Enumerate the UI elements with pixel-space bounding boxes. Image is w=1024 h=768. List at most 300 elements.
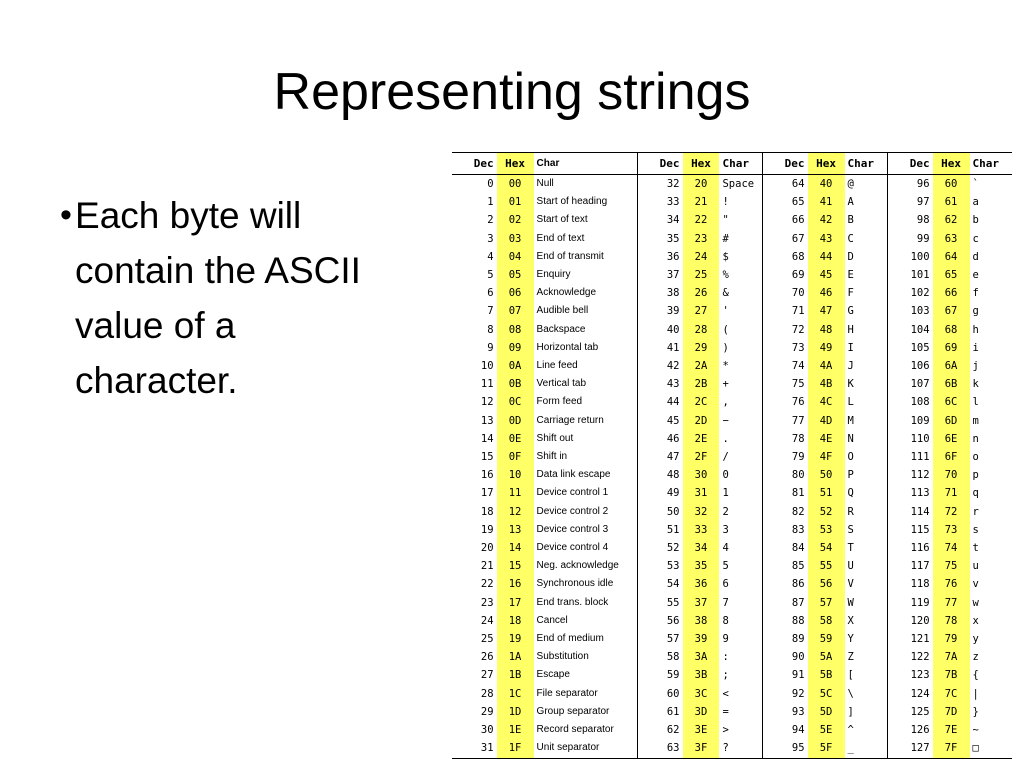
char-cell: W bbox=[845, 594, 888, 612]
char-cell: Null bbox=[534, 175, 638, 194]
char-cell: Group separator bbox=[534, 703, 638, 721]
hex-cell: 34 bbox=[683, 539, 720, 557]
char-cell: Escape bbox=[534, 666, 638, 684]
hex-cell: 45 bbox=[808, 266, 845, 284]
hex-cell: 55 bbox=[808, 557, 845, 575]
dec-cell: 8 bbox=[487, 323, 494, 336]
table-row bbox=[452, 575, 1012, 593]
dec-cell: 64 bbox=[791, 178, 805, 190]
header-dec-3: Dec bbox=[762, 153, 807, 175]
hex-cell: 4E bbox=[808, 430, 845, 448]
hex-cell: 2B bbox=[683, 375, 720, 393]
char-cell: ` bbox=[972, 178, 979, 190]
table-row bbox=[452, 193, 1012, 211]
char-cell: n bbox=[972, 432, 979, 445]
hex-cell: 52 bbox=[808, 503, 845, 521]
hex-cell: 74 bbox=[933, 539, 970, 557]
char-cell: 0 bbox=[719, 466, 762, 484]
char-cell: x bbox=[972, 614, 979, 627]
char-cell: " bbox=[719, 211, 762, 229]
hex-cell: 65 bbox=[933, 266, 970, 284]
dec-cell: 65 bbox=[791, 196, 805, 209]
hex-cell: 12 bbox=[497, 503, 534, 521]
hex-cell: 17 bbox=[497, 594, 534, 612]
char-cell: [ bbox=[845, 666, 888, 684]
hex-cell: 2F bbox=[683, 448, 720, 466]
char-cell: 3 bbox=[719, 521, 762, 539]
dec-cell: 126 bbox=[910, 724, 930, 737]
dec-cell: 108 bbox=[910, 396, 930, 409]
dec-cell: 121 bbox=[910, 633, 930, 646]
hex-cell: 41 bbox=[808, 193, 845, 211]
dec-cell: 1 bbox=[487, 196, 494, 209]
hex-cell: 0D bbox=[497, 412, 534, 430]
char-cell: o bbox=[972, 451, 979, 464]
char-cell: u bbox=[972, 560, 979, 573]
dec-cell: 106 bbox=[910, 360, 930, 373]
hex-cell: 30 bbox=[683, 466, 720, 484]
hex-cell: 1B bbox=[497, 666, 534, 684]
char-cell: End of transmit bbox=[534, 248, 638, 266]
char-cell: Cancel bbox=[534, 612, 638, 630]
dec-cell: 109 bbox=[910, 414, 930, 427]
dec-cell: 56 bbox=[666, 614, 680, 627]
hex-cell: 07 bbox=[497, 302, 534, 320]
hex-cell: 7D bbox=[933, 703, 970, 721]
char-cell: ^ bbox=[845, 721, 888, 739]
hex-cell: 2C bbox=[683, 393, 720, 411]
char-cell: Substitution bbox=[534, 648, 638, 666]
dec-cell: 73 bbox=[791, 341, 805, 354]
char-cell: > bbox=[719, 721, 762, 739]
char-cell: Device control 2 bbox=[534, 503, 638, 521]
char-cell: 6 bbox=[719, 575, 762, 593]
hex-cell: 24 bbox=[683, 248, 720, 266]
dec-cell: 71 bbox=[791, 305, 805, 318]
dec-cell: 70 bbox=[791, 287, 805, 300]
dec-cell: 20 bbox=[480, 542, 494, 555]
dec-cell: 67 bbox=[791, 232, 805, 245]
dec-cell: 83 bbox=[791, 523, 805, 536]
char-cell: R bbox=[845, 503, 888, 521]
dec-cell: 14 bbox=[480, 432, 494, 445]
char-cell: U bbox=[845, 557, 888, 575]
hex-cell: 13 bbox=[497, 521, 534, 539]
hex-cell: 5D bbox=[808, 703, 845, 721]
hex-cell: 76 bbox=[933, 575, 970, 593]
dec-cell: 4 bbox=[487, 250, 494, 263]
hex-cell: 71 bbox=[933, 484, 970, 502]
hex-cell: 61 bbox=[933, 193, 970, 211]
hex-cell: 0F bbox=[497, 448, 534, 466]
char-cell: Unit separator bbox=[534, 739, 638, 758]
char-cell: m bbox=[972, 414, 979, 427]
ascii-table-container bbox=[452, 152, 1012, 759]
char-cell: T bbox=[845, 539, 888, 557]
dec-cell: 94 bbox=[791, 724, 805, 737]
char-cell: Line feed bbox=[534, 357, 638, 375]
bullet-item bbox=[60, 188, 400, 408]
hex-cell: 58 bbox=[808, 612, 845, 630]
dec-cell: 44 bbox=[666, 396, 680, 409]
dec-cell: 19 bbox=[480, 523, 494, 536]
char-cell: □ bbox=[972, 742, 979, 755]
char-cell: w bbox=[972, 596, 979, 609]
ascii-table-header-row bbox=[452, 153, 1012, 175]
table-row bbox=[452, 739, 1012, 758]
char-cell: B bbox=[845, 211, 888, 229]
dec-cell: 11 bbox=[480, 378, 494, 391]
dec-cell: 39 bbox=[666, 305, 680, 318]
char-cell: Data link escape bbox=[534, 466, 638, 484]
hex-cell: 33 bbox=[683, 521, 720, 539]
dec-cell: 86 bbox=[791, 578, 805, 591]
hex-cell: 40 bbox=[808, 175, 845, 194]
hex-cell: 50 bbox=[808, 466, 845, 484]
dec-cell: 115 bbox=[910, 523, 930, 536]
hex-cell: 6A bbox=[933, 357, 970, 375]
hex-cell: 72 bbox=[933, 503, 970, 521]
dec-cell: 118 bbox=[910, 578, 930, 591]
dec-cell: 122 bbox=[910, 651, 930, 664]
char-cell: End of text bbox=[534, 230, 638, 248]
char-cell: { bbox=[972, 669, 979, 682]
dec-cell: 72 bbox=[791, 323, 805, 336]
char-cell: Audible bell bbox=[534, 302, 638, 320]
char-cell: h bbox=[972, 323, 979, 336]
header-hex-2: Hex bbox=[683, 153, 720, 175]
dec-cell: 18 bbox=[480, 505, 494, 518]
hex-cell: 77 bbox=[933, 594, 970, 612]
char-cell: p bbox=[972, 469, 979, 482]
dec-cell: 12 bbox=[480, 396, 494, 409]
hex-cell: 7B bbox=[933, 666, 970, 684]
dec-cell: 34 bbox=[666, 214, 680, 227]
char-cell: K bbox=[845, 375, 888, 393]
table-row bbox=[452, 703, 1012, 721]
hex-cell: 4C bbox=[808, 393, 845, 411]
dec-cell: 49 bbox=[666, 487, 680, 500]
dec-cell: 2 bbox=[487, 214, 494, 227]
hex-cell: 70 bbox=[933, 466, 970, 484]
dec-cell: 61 bbox=[666, 705, 680, 718]
dec-cell: 96 bbox=[916, 178, 930, 190]
char-cell: z bbox=[972, 651, 979, 664]
char-cell: ? bbox=[719, 739, 762, 758]
dec-cell: 22 bbox=[480, 578, 494, 591]
dec-cell: 69 bbox=[791, 269, 805, 282]
hex-cell: 2A bbox=[683, 357, 720, 375]
char-cell: X bbox=[845, 612, 888, 630]
hex-cell: 27 bbox=[683, 302, 720, 320]
hex-cell: 3C bbox=[683, 685, 720, 703]
hex-cell: 00 bbox=[497, 175, 534, 194]
hex-cell: 26 bbox=[683, 284, 720, 302]
char-cell: Neg. acknowledge bbox=[534, 557, 638, 575]
hex-cell: 23 bbox=[683, 230, 720, 248]
char-cell: L bbox=[845, 393, 888, 411]
dec-cell: 107 bbox=[910, 378, 930, 391]
char-cell: 4 bbox=[719, 539, 762, 557]
dec-cell: 25 bbox=[480, 633, 494, 646]
char-cell: V bbox=[845, 575, 888, 593]
dec-cell: 92 bbox=[791, 687, 805, 700]
hex-cell: 67 bbox=[933, 302, 970, 320]
table-row bbox=[452, 594, 1012, 612]
dec-cell: 124 bbox=[910, 687, 930, 700]
hex-cell: 08 bbox=[497, 321, 534, 339]
char-cell: I bbox=[845, 339, 888, 357]
char-cell: Enquiry bbox=[534, 266, 638, 284]
char-cell: O bbox=[845, 448, 888, 466]
dec-cell: 13 bbox=[480, 414, 494, 427]
char-cell: G bbox=[845, 302, 888, 320]
dec-cell: 82 bbox=[791, 505, 805, 518]
char-cell: . bbox=[719, 430, 762, 448]
hex-cell: 73 bbox=[933, 521, 970, 539]
dec-cell: 127 bbox=[910, 742, 930, 755]
hex-cell: 3A bbox=[683, 648, 720, 666]
hex-cell: 3E bbox=[683, 721, 720, 739]
dec-cell: 57 bbox=[666, 633, 680, 646]
char-cell: r bbox=[972, 505, 979, 518]
dec-cell: 32 bbox=[666, 178, 680, 190]
dec-cell: 42 bbox=[666, 360, 680, 373]
char-cell: \ bbox=[845, 685, 888, 703]
char-cell: 8 bbox=[719, 612, 762, 630]
hex-cell: 1C bbox=[497, 685, 534, 703]
hex-cell: 31 bbox=[683, 484, 720, 502]
char-cell: b bbox=[972, 214, 979, 227]
char-cell: Vertical tab bbox=[534, 375, 638, 393]
table-row bbox=[452, 375, 1012, 393]
bullet-text: Each byte will contain the ASCII value of a character. bbox=[75, 195, 361, 401]
char-cell: : bbox=[719, 648, 762, 666]
hex-cell: 20 bbox=[683, 175, 720, 194]
dec-cell: 112 bbox=[910, 469, 930, 482]
header-hex-4: Hex bbox=[933, 153, 970, 175]
hex-cell: 06 bbox=[497, 284, 534, 302]
dec-cell: 48 bbox=[666, 469, 680, 482]
table-row bbox=[452, 211, 1012, 229]
dec-cell: 38 bbox=[666, 287, 680, 300]
char-cell: Z bbox=[845, 648, 888, 666]
hex-cell: 0B bbox=[497, 375, 534, 393]
char-cell: J bbox=[845, 357, 888, 375]
char-cell: / bbox=[719, 448, 762, 466]
header-char-2: Char bbox=[719, 153, 762, 175]
header-char-1: Char bbox=[534, 153, 638, 175]
hex-cell: 35 bbox=[683, 557, 720, 575]
hex-cell: 42 bbox=[808, 211, 845, 229]
hex-cell: 62 bbox=[933, 211, 970, 229]
hex-cell: 54 bbox=[808, 539, 845, 557]
char-cell: File separator bbox=[534, 685, 638, 703]
hex-cell: 0E bbox=[497, 430, 534, 448]
char-cell: d bbox=[972, 250, 979, 263]
table-row bbox=[452, 430, 1012, 448]
hex-cell: 21 bbox=[683, 193, 720, 211]
hex-cell: 64 bbox=[933, 248, 970, 266]
char-cell: 1 bbox=[719, 484, 762, 502]
dec-cell: 24 bbox=[480, 614, 494, 627]
dec-cell: 15 bbox=[480, 451, 494, 464]
hex-cell: 10 bbox=[497, 466, 534, 484]
dec-cell: 116 bbox=[910, 542, 930, 555]
dec-cell: 54 bbox=[666, 578, 680, 591]
hex-cell: 7C bbox=[933, 685, 970, 703]
header-dec-4: Dec bbox=[887, 153, 932, 175]
dec-cell: 28 bbox=[480, 687, 494, 700]
hex-cell: 48 bbox=[808, 321, 845, 339]
char-cell: | bbox=[972, 687, 979, 700]
dec-cell: 50 bbox=[666, 505, 680, 518]
char-cell: ) bbox=[719, 339, 762, 357]
hex-cell: 5F bbox=[808, 739, 845, 758]
char-cell: Device control 1 bbox=[534, 484, 638, 502]
hex-cell: 79 bbox=[933, 630, 970, 648]
char-cell: + bbox=[719, 375, 762, 393]
char-cell: _ bbox=[845, 739, 888, 758]
dec-cell: 84 bbox=[791, 542, 805, 555]
dec-cell: 62 bbox=[666, 724, 680, 737]
hex-cell: 66 bbox=[933, 284, 970, 302]
char-cell: i bbox=[972, 341, 979, 354]
hex-cell: 6B bbox=[933, 375, 970, 393]
dec-cell: 117 bbox=[910, 560, 930, 573]
hex-cell: 7E bbox=[933, 721, 970, 739]
dec-cell: 37 bbox=[666, 269, 680, 282]
dec-cell: 111 bbox=[910, 451, 930, 464]
dec-cell: 53 bbox=[666, 560, 680, 573]
char-cell: f bbox=[972, 287, 979, 300]
dec-cell: 97 bbox=[916, 196, 930, 209]
char-cell: Form feed bbox=[534, 393, 638, 411]
hex-cell: 47 bbox=[808, 302, 845, 320]
dec-cell: 27 bbox=[480, 669, 494, 682]
slide-title: Representing strings bbox=[273, 63, 751, 121]
dec-cell: 119 bbox=[910, 596, 930, 609]
char-cell: ~ bbox=[972, 724, 979, 737]
dec-cell: 31 bbox=[480, 742, 494, 755]
hex-cell: 0A bbox=[497, 357, 534, 375]
hex-cell: 09 bbox=[497, 339, 534, 357]
dec-cell: 5 bbox=[487, 269, 494, 282]
dec-cell: 77 bbox=[791, 414, 805, 427]
hex-cell: 0C bbox=[497, 393, 534, 411]
table-row bbox=[452, 175, 1012, 194]
hex-cell: 28 bbox=[683, 321, 720, 339]
ascii-table-body bbox=[452, 175, 1012, 759]
header-dec-1: Dec bbox=[452, 153, 497, 175]
char-cell: l bbox=[972, 396, 979, 409]
hex-cell: 59 bbox=[808, 630, 845, 648]
hex-cell: 56 bbox=[808, 575, 845, 593]
dec-cell: 89 bbox=[791, 633, 805, 646]
hex-cell: 1D bbox=[497, 703, 534, 721]
char-cell: Y bbox=[845, 630, 888, 648]
char-cell: & bbox=[719, 284, 762, 302]
hex-cell: 2E bbox=[683, 430, 720, 448]
dec-cell: 21 bbox=[480, 560, 494, 573]
dec-cell: 33 bbox=[666, 196, 680, 209]
char-cell: ( bbox=[719, 321, 762, 339]
hex-cell: 04 bbox=[497, 248, 534, 266]
hex-cell: 4B bbox=[808, 375, 845, 393]
dec-cell: 30 bbox=[480, 724, 494, 737]
char-cell: F bbox=[845, 284, 888, 302]
char-cell: Start of heading bbox=[534, 193, 638, 211]
dec-cell: 55 bbox=[666, 596, 680, 609]
dec-cell: 58 bbox=[666, 651, 680, 664]
hex-cell: 51 bbox=[808, 484, 845, 502]
hex-cell: 38 bbox=[683, 612, 720, 630]
char-cell: t bbox=[972, 542, 979, 555]
hex-cell: 15 bbox=[497, 557, 534, 575]
table-row bbox=[452, 466, 1012, 484]
char-cell: End trans. block bbox=[534, 594, 638, 612]
char-cell: Start of text bbox=[534, 211, 638, 229]
char-cell: M bbox=[845, 412, 888, 430]
char-cell: v bbox=[972, 578, 979, 591]
dec-cell: 29 bbox=[480, 705, 494, 718]
table-row bbox=[452, 521, 1012, 539]
hex-cell: 03 bbox=[497, 230, 534, 248]
dec-cell: 114 bbox=[910, 505, 930, 518]
dec-cell: 103 bbox=[910, 305, 930, 318]
dec-cell: 120 bbox=[910, 614, 930, 627]
dec-cell: 3 bbox=[487, 232, 494, 245]
dec-cell: 101 bbox=[910, 269, 930, 282]
dec-cell: 78 bbox=[791, 432, 805, 445]
dec-cell: 59 bbox=[666, 669, 680, 682]
hex-cell: 05 bbox=[497, 266, 534, 284]
hex-cell: 29 bbox=[683, 339, 720, 357]
char-cell: Shift in bbox=[534, 448, 638, 466]
table-row bbox=[452, 648, 1012, 666]
hex-cell: 36 bbox=[683, 575, 720, 593]
hex-cell: 25 bbox=[683, 266, 720, 284]
dec-cell: 110 bbox=[910, 432, 930, 445]
dec-cell: 113 bbox=[910, 487, 930, 500]
char-cell: < bbox=[719, 685, 762, 703]
table-row bbox=[452, 630, 1012, 648]
hex-cell: 5C bbox=[808, 685, 845, 703]
char-cell: ' bbox=[719, 302, 762, 320]
table-row bbox=[452, 266, 1012, 284]
dec-cell: 10 bbox=[480, 360, 494, 373]
char-cell: A bbox=[845, 193, 888, 211]
hex-cell: 4D bbox=[808, 412, 845, 430]
char-cell: 9 bbox=[719, 630, 762, 648]
dec-cell: 125 bbox=[910, 705, 930, 718]
hex-cell: 6E bbox=[933, 430, 970, 448]
char-cell: e bbox=[972, 269, 979, 282]
hex-cell: 3B bbox=[683, 666, 720, 684]
char-cell: a bbox=[972, 196, 979, 209]
bullet-list bbox=[60, 188, 400, 408]
char-cell: c bbox=[972, 232, 979, 245]
char-cell: P bbox=[845, 466, 888, 484]
dec-cell: 98 bbox=[916, 214, 930, 227]
dec-cell: 81 bbox=[791, 487, 805, 500]
hex-cell: 1A bbox=[497, 648, 534, 666]
char-cell: Horizontal tab bbox=[534, 339, 638, 357]
char-cell: H bbox=[845, 321, 888, 339]
char-cell: Record separator bbox=[534, 721, 638, 739]
dec-cell: 80 bbox=[791, 469, 805, 482]
char-cell: $ bbox=[719, 248, 762, 266]
